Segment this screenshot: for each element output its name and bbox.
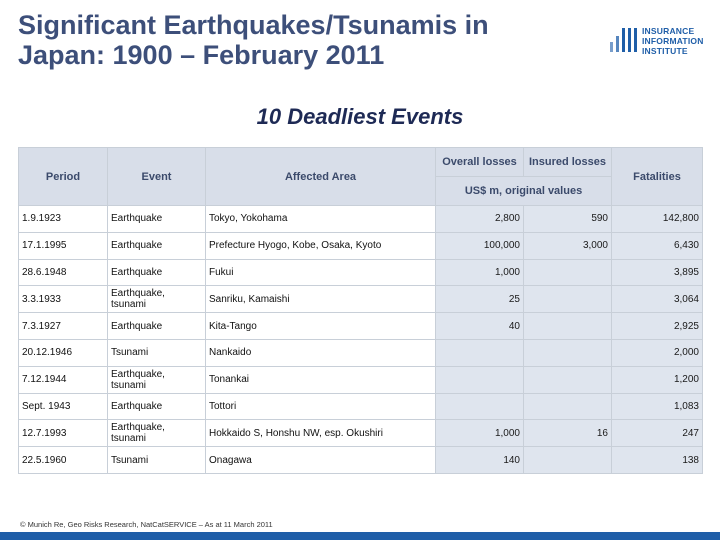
cell-event: Earthquake, tsunami xyxy=(108,286,206,313)
cell-fatalities: 2,925 xyxy=(612,313,703,340)
cell-event: Earthquake xyxy=(108,313,206,340)
cell-overall-losses xyxy=(436,366,524,393)
col-header-overall-losses: Overall losses xyxy=(436,148,524,177)
cell-overall-losses: 40 xyxy=(436,313,524,340)
cell-insured-losses: 16 xyxy=(524,420,612,447)
cell-affected-area: Hokkaido S, Honshu NW, esp. Okushiri xyxy=(206,420,436,447)
table-row xyxy=(19,206,703,233)
cell-insured-losses xyxy=(524,366,612,393)
cell-event: Earthquake, tsunami xyxy=(108,420,206,447)
cell-event: Earthquake xyxy=(108,393,206,420)
bottom-band xyxy=(0,532,720,540)
cell-overall-losses: 140 xyxy=(436,447,524,474)
table-row xyxy=(19,393,703,420)
cell-overall-losses xyxy=(436,339,524,366)
table-body xyxy=(19,206,703,474)
cell-affected-area: Onagawa xyxy=(206,447,436,474)
cell-insured-losses xyxy=(524,393,612,420)
cell-insured-losses xyxy=(524,313,612,340)
cell-insured-losses: 590 xyxy=(524,206,612,233)
table-row xyxy=(19,232,703,259)
col-header-units: US$ m, original values xyxy=(436,177,612,206)
table-row xyxy=(19,313,703,340)
cell-fatalities: 1,200 xyxy=(612,366,703,393)
cell-affected-area: Tokyo, Yokohama xyxy=(206,206,436,233)
iii-logo xyxy=(610,26,710,62)
table-row xyxy=(19,447,703,474)
logo-mark-icon xyxy=(610,28,638,56)
cell-period: 28.6.1948 xyxy=(19,259,108,286)
cell-fatalities: 6,430 xyxy=(612,232,703,259)
deadliest-events-table xyxy=(18,147,703,474)
cell-fatalities: 3,064 xyxy=(612,286,703,313)
col-header-area: Affected Area xyxy=(206,148,436,206)
table-row xyxy=(19,366,703,393)
cell-event: Earthquake xyxy=(108,232,206,259)
cell-affected-area: Nankaido xyxy=(206,339,436,366)
cell-affected-area: Sanriku, Kamaishi xyxy=(206,286,436,313)
cell-affected-area: Kita-Tango xyxy=(206,313,436,340)
logo-line: INSURANCE xyxy=(642,26,695,36)
page-title: Significant Earthquakes/Tsunamis in Japan: 1900 – February 2011 xyxy=(18,10,489,70)
col-header-event: Event xyxy=(108,148,206,206)
cell-event: Earthquake xyxy=(108,206,206,233)
cell-event: Earthquake, tsunami xyxy=(108,366,206,393)
cell-period: 20.12.1946 xyxy=(19,339,108,366)
logo-line: INFORMATION xyxy=(642,36,704,46)
cell-affected-area: Tonankai xyxy=(206,366,436,393)
cell-fatalities: 142,800 xyxy=(612,206,703,233)
table-row xyxy=(19,339,703,366)
cell-fatalities: 2,000 xyxy=(612,339,703,366)
cell-affected-area: Fukui xyxy=(206,259,436,286)
cell-fatalities: 138 xyxy=(612,447,703,474)
cell-period: 17.1.1995 xyxy=(19,232,108,259)
col-header-period: Period xyxy=(19,148,108,206)
col-header-fatalities: Fatalities xyxy=(612,148,703,206)
table-row xyxy=(19,259,703,286)
cell-period: Sept. 1943 xyxy=(19,393,108,420)
cell-fatalities: 1,083 xyxy=(612,393,703,420)
source-note: © Munich Re, Geo Risks Research, NatCatSERVICE – As at 11 March 2011 xyxy=(20,520,273,529)
table-row xyxy=(19,420,703,447)
cell-fatalities: 3,895 xyxy=(612,259,703,286)
cell-period: 7.3.1927 xyxy=(19,313,108,340)
cell-insured-losses xyxy=(524,286,612,313)
cell-affected-area: Prefecture Hyogo, Kobe, Osaka, Kyoto xyxy=(206,232,436,259)
cell-period: 1.9.1923 xyxy=(19,206,108,233)
table-row xyxy=(19,286,703,313)
cell-overall-losses: 2,800 xyxy=(436,206,524,233)
cell-fatalities: 247 xyxy=(612,420,703,447)
cell-event: Tsunami xyxy=(108,339,206,366)
cell-overall-losses xyxy=(436,393,524,420)
cell-insured-losses xyxy=(524,259,612,286)
cell-period: 3.3.1933 xyxy=(19,286,108,313)
cell-overall-losses: 1,000 xyxy=(436,259,524,286)
table-title: 10 Deadliest Events xyxy=(256,104,464,129)
cell-period: 12.7.1993 xyxy=(19,420,108,447)
cell-insured-losses xyxy=(524,447,612,474)
cell-event: Earthquake xyxy=(108,259,206,286)
cell-period: 22.5.1960 xyxy=(19,447,108,474)
cell-overall-losses: 25 xyxy=(436,286,524,313)
cell-affected-area: Tottori xyxy=(206,393,436,420)
cell-event: Tsunami xyxy=(108,447,206,474)
cell-insured-losses xyxy=(524,339,612,366)
col-header-insured-losses: Insured losses xyxy=(524,148,612,177)
cell-overall-losses: 1,000 xyxy=(436,420,524,447)
cell-insured-losses: 3,000 xyxy=(524,232,612,259)
cell-period: 7.12.1944 xyxy=(19,366,108,393)
logo-line: INSTITUTE xyxy=(642,46,688,56)
cell-overall-losses: 100,000 xyxy=(436,232,524,259)
